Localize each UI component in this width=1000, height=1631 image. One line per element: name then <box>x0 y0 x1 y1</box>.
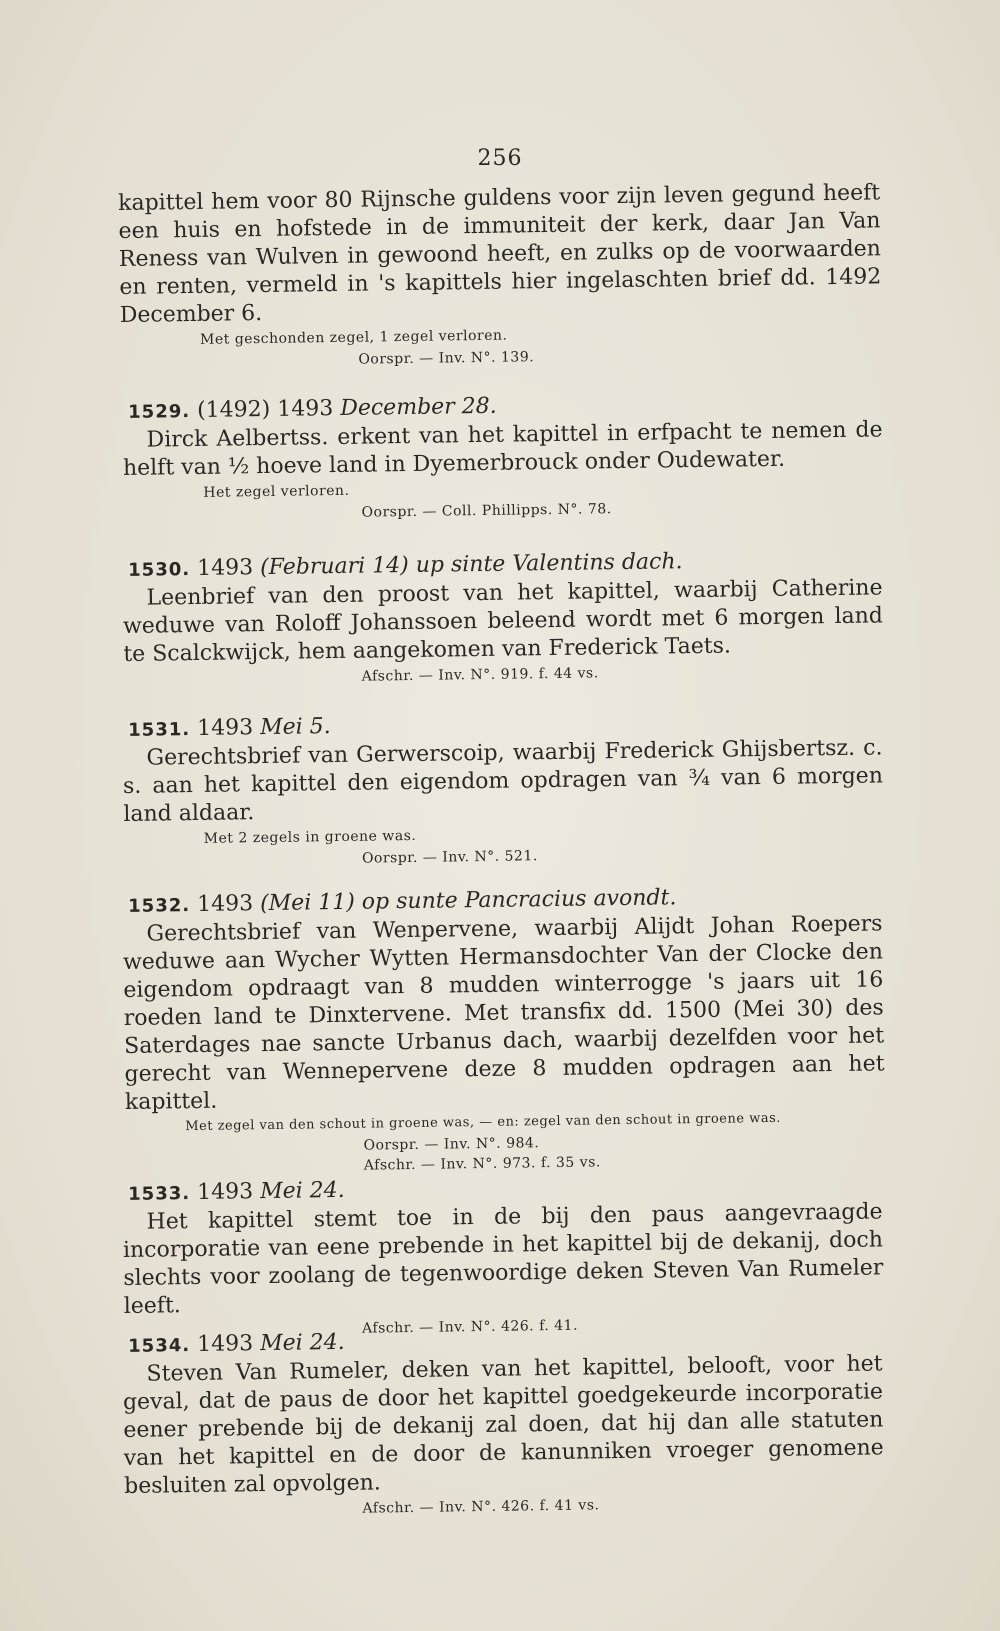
entry-text: Dirck Aelbertss. erkent van het kapittel in erfpacht te nemen de helft van ½ hoeve land in Dyemerbrouck onder Oudewater. <box>122 417 883 481</box>
entry-number: 1531. <box>128 719 191 741</box>
entry-ref: Oorspr. — Coll. Phillipps. N°. 78. <box>361 501 612 521</box>
entry-ref: Oorspr. — Inv. N°. 984. <box>363 1135 540 1154</box>
lead-fragment-text: kapittel hem voor 80 Rijnsche guldens voor zijn leven gegund heeft een huis en hofstede in de immuniteit der kerk, daar Jan Van Reness van Wulven in gewoond heeft, en zulks op de voorwaarden en renten, vermeld in 's kapittels hier ingelaschten brief dd. 1492 December 6. <box>118 180 882 328</box>
entry-text: Gerechtsbrief van Wenpervene, waarbij Alijdt Johan Roepers weduwe aan Wycher Wytten Hermansdochter Van der Clocke den eigendom opdraagt van 8 mudden winterrogge 's jaars uit 16 roeden land te Dinxtervene. Met transfix dd. 1500 (Mei 30) des Saterdages nae sancte Urbanus dach, waarbij dezelfden voor het gerecht van Wennepervene deze 8 mudden opdragen aan het kapittel. <box>122 911 885 1115</box>
lead-fragment-note: Met geschonden zegel, 1 zegel verloren. <box>199 327 508 348</box>
entry-date-italic: Mei 24. <box>259 1329 345 1357</box>
entry-text: Steven Van Rumeler, deken van het kapittel, belooft, voor het geval, dat de paus de door het kapittel goedgekeurde incorporatie eener prebende bij de dekanij zal doen, dat hij dan alle statuten van het kapittel en de door de kanunniken vroeger genomene besluiten zal opvolgen. <box>122 1351 884 1499</box>
entry-date: (1492) 1493 <box>196 396 334 423</box>
entry-date: 1493 <box>196 1331 254 1357</box>
entry-ref: Afschr. — Inv. N°. 919. f. 44 vs. <box>361 665 599 685</box>
entry-date: 1493 <box>196 891 254 917</box>
entry-date-italic: Mei 5. <box>259 714 331 741</box>
entry-1533 <box>122 1169 884 1343</box>
entry-note: Met 2 zegels in groene was. <box>203 827 417 847</box>
entry-note: Het zegel verloren. <box>203 482 350 501</box>
entry-text: Leenbrief van den proost van het kapittel, waarbij Catherine weduwe van Roloff Johanssoen beleend wordt met 6 morgen land te Scalckwijck, hem aangekomen van Frederick Taets. <box>122 575 884 667</box>
page-number: 256 <box>477 146 523 171</box>
entry-ref: Afschr. — Inv. N°. 426. f. 41. <box>361 1317 579 1337</box>
entry-note: Met zegel van den schout in groene was, — en: zegel van den schout in groene was. <box>185 1110 781 1135</box>
entry-number: 1530. <box>128 559 191 581</box>
entry-1532 <box>122 881 886 1179</box>
entry-ref: Oorspr. — Inv. N°. 521. <box>361 848 538 867</box>
entry-date: 1493 <box>196 1179 254 1205</box>
entry-1534 <box>122 1321 885 1523</box>
entry-date-italic: (Mei 11) op sunte Pancracius avondt. <box>259 885 677 917</box>
entry-date-italic: Mei 24. <box>259 1177 345 1205</box>
entry-1530 <box>122 545 884 691</box>
entry-1531 <box>122 705 884 873</box>
entry-number: 1532. <box>128 895 191 917</box>
entry-date-italic: December 28. <box>340 393 497 421</box>
lead-fragment-ref: Oorspr. — Inv. N°. 139. <box>358 349 535 368</box>
entry-1529 <box>122 387 884 527</box>
entry-text: Gerechtsbrief van Gerwerscoip, waarbij Frederick Ghijsbertsz. c. s. aan het kapittel den eigendom opdragen van ¾ van 6 morgen land aldaar. <box>122 735 884 827</box>
entry-date-italic: (Februari 14) up sinte Valentins dach. <box>259 549 683 581</box>
entry-number: 1529. <box>128 401 191 423</box>
entry-text: Het kapittel stemt toe in de bij den paus aangevraagde incorporatie van eene prebende in het kapittel bij de dekanij, doch slechts voor zoolang de tegenwoordige deken Steven Van Rumeler leeft. <box>122 1199 884 1319</box>
entry-number: 1534. <box>128 1335 191 1357</box>
entry-ref-secondary: Afschr. — Inv. N°. 973. f. 35 vs. <box>363 1154 601 1174</box>
entry-ref: Afschr. — Inv. N°. 426. f. 41 vs. <box>362 1497 600 1517</box>
lead-fragment <box>118 179 882 374</box>
entry-number: 1533. <box>128 1183 191 1205</box>
entry-date: 1493 <box>196 715 254 741</box>
entry-date: 1493 <box>196 555 254 581</box>
